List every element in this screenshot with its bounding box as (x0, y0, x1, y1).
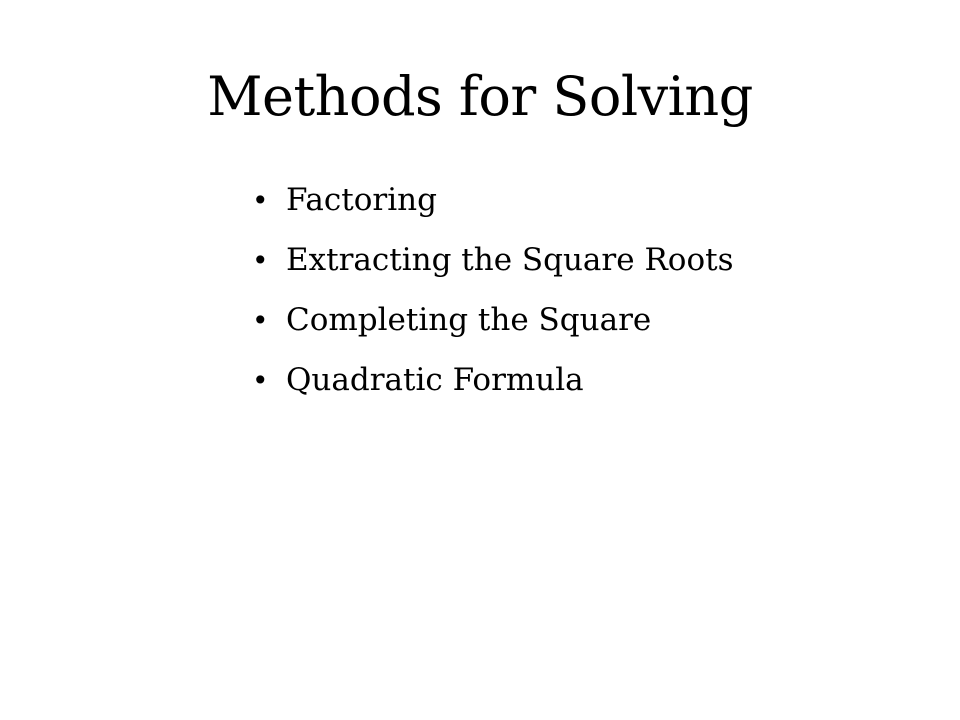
list-item-extracting-square-roots (252, 230, 733, 290)
bullet-list (252, 170, 733, 410)
bullet-icon: • (252, 184, 269, 217)
list-item-label: Extracting the Square Roots (286, 242, 734, 278)
bullet-icon: • (252, 244, 269, 277)
list-item-completing-square (252, 290, 733, 350)
slide-title: Methods for Solving (207, 65, 753, 128)
bullet-icon: • (252, 364, 269, 397)
list-item-label: Quadratic Formula (286, 362, 584, 398)
list-item-quadratic-formula (252, 350, 733, 410)
list-item-label: Completing the Square (286, 302, 652, 338)
list-item-factoring (252, 170, 733, 230)
list-item-label: Factoring (286, 182, 437, 218)
bullet-icon: • (252, 304, 269, 337)
